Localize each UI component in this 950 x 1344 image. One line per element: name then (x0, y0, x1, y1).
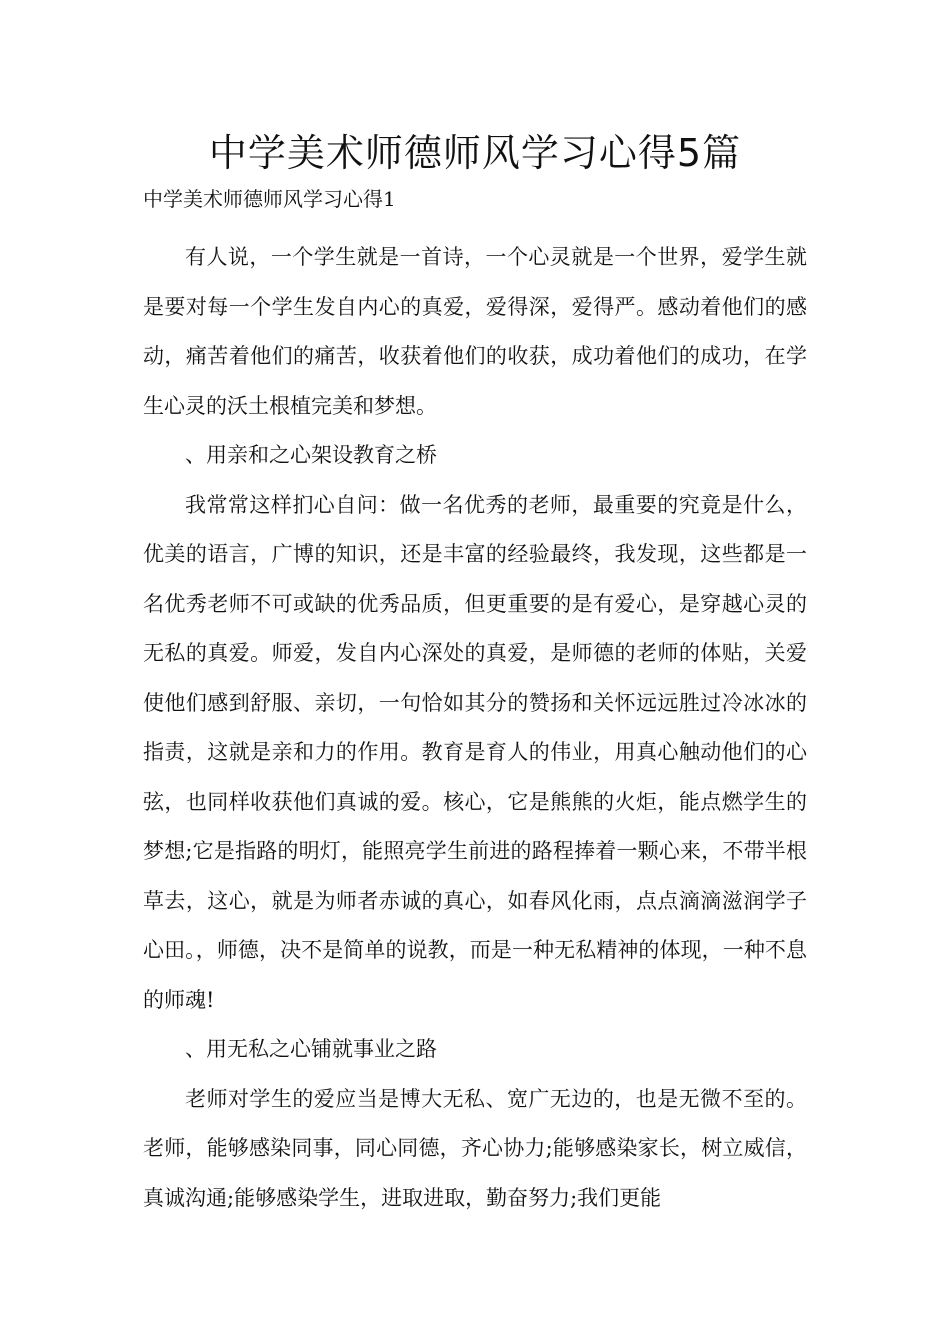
section-subtitle: 中学美术师德师风学习心得1 (143, 187, 396, 211)
section-heading-selfless: 、用无私之心铺就事业之路 (185, 1037, 437, 1061)
section-heading-affinity: 、用亲和之心架设教育之桥 (185, 443, 437, 467)
paragraph-teacher-love: 我常常这样扪心自问：做一名优秀的老师，最重要的究竟是什么，优美的语言，广博的知识，还是丰富的经验最终，我发现，这些都是一名优秀老师不可或缺的优秀品质，但更重要的是有爱心，是穿越心灵的无私的真爱。师爱，发自内心深处的真爱，是师德的老师的体贴，关爱使他们感到舒服、亲切，一句恰如其分的赞扬和关怀远远胜过冷冰冰的指责，这就是亲和力的作用。教育是育人的伟业，用真心触动他们的心弦，也同样收获他们真诚的爱。核心，它是熊熊的火炬，能点燃学生的梦想;它是指路的明灯，能照亮学生前进的路程捧着一颗心来，不带半根草去，这心，就是为师者赤诚的真心，如春风化雨，点点滴滴滋润学子心田。，师德，决不是简单的说教，而是一种无私精神的体现，一种不息的师魂! (143, 492, 807, 1012)
document-body (143, 233, 807, 1223)
paragraph-selfless-love: 老师对学生的爱应当是博大无私、宽广无边的，也是无微不至的。老师，能够感染同事，同心同德，齐心协力;能够感染家长，树立威信，真诚沟通;能够感染学生，进取进取，勤奋努力;我们更能 (143, 1086, 807, 1210)
paragraph-intro: 有人说，一个学生就是一首诗，一个心灵就是一个世界，爱学生就是要对每一个学生发自内心的真爱，爱得深，爱得严。感动着他们的感动，痛苦着他们的痛苦，收获着他们的收获，成功着他们的成功，在学生心灵的沃土根植完美和梦想。 (143, 245, 807, 418)
document-title: 中学美术师德师风学习心得5篇 (208, 131, 742, 175)
